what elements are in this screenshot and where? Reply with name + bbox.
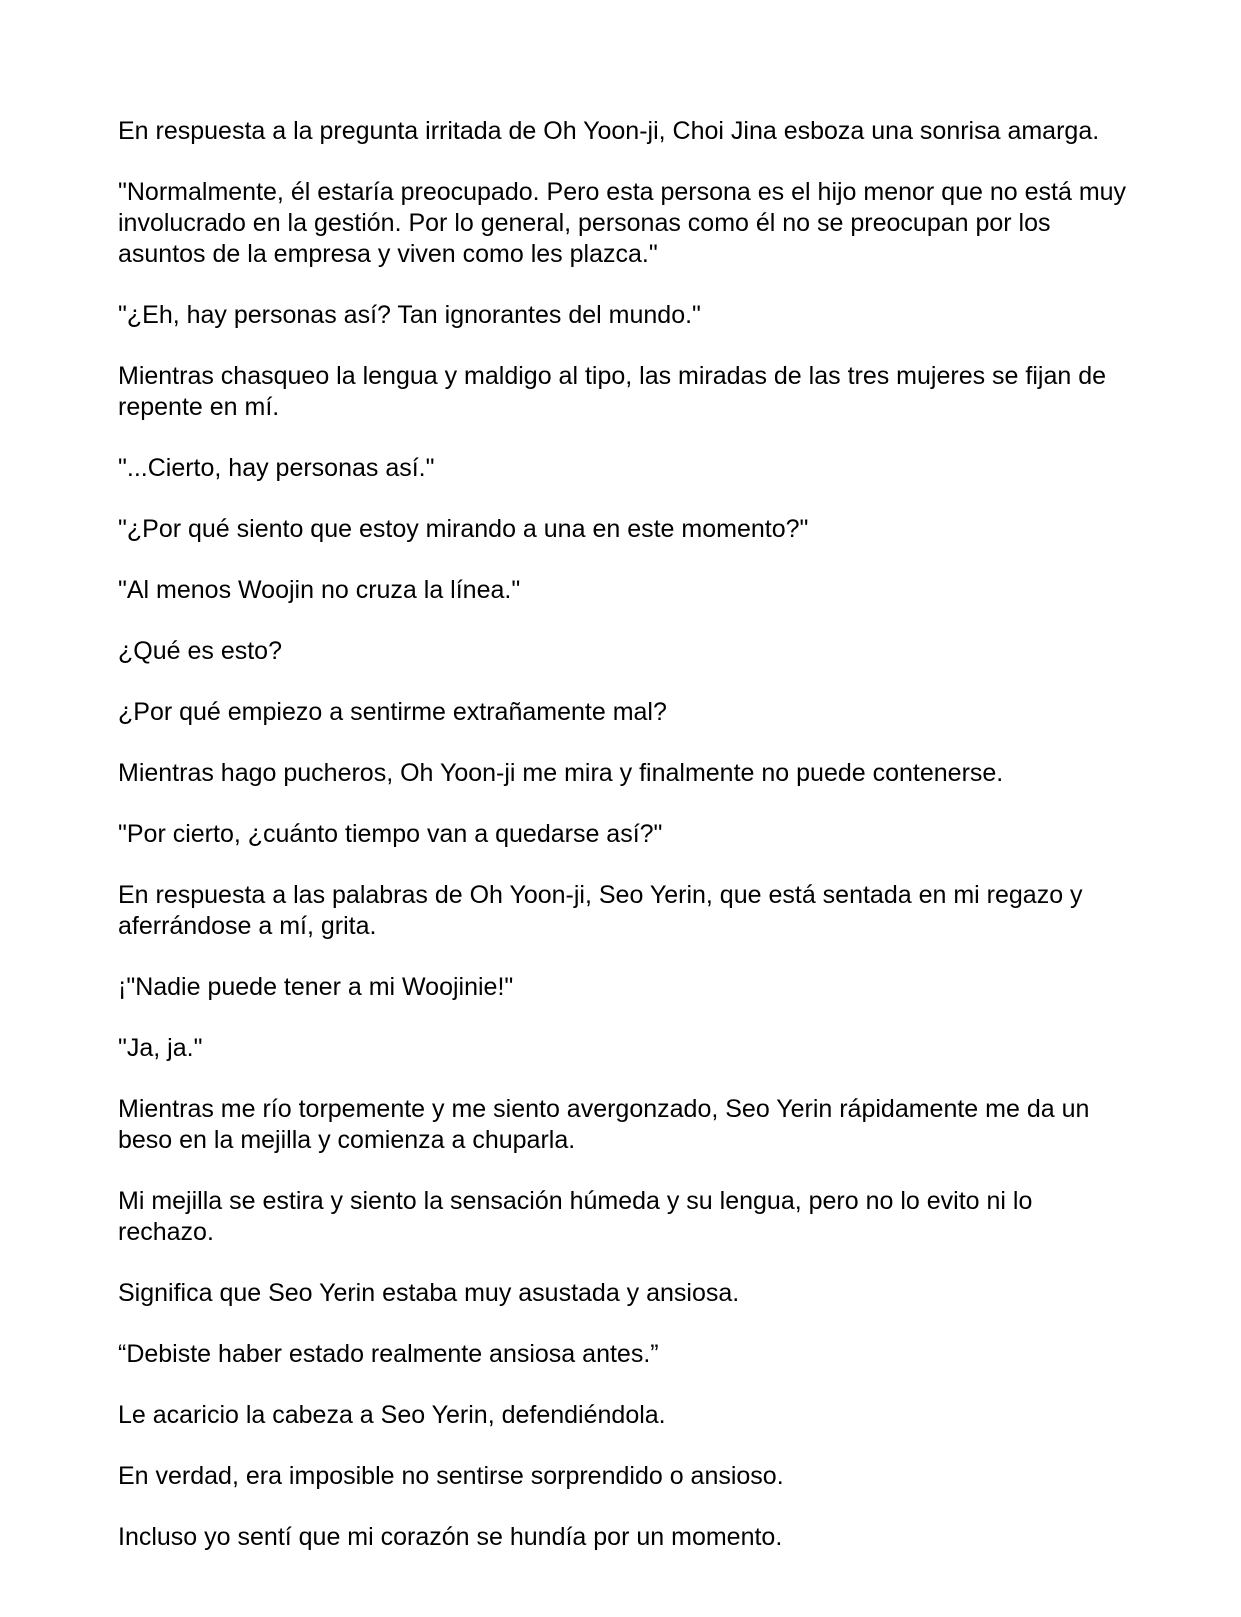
paragraph: Mientras me río torpemente y me siento avergonzado, Seo Yerin rápidamente me da un beso en la mejilla y comienza a chuparla. (118, 1095, 1090, 1154)
document-body (118, 116, 1128, 1583)
paragraph: “Debiste haber estado realmente ansiosa antes.” (118, 1340, 659, 1368)
paragraph: "...Cierto, hay personas así." (118, 454, 435, 482)
paragraph: "¿Por qué siento que estoy mirando a una en este momento?" (118, 515, 809, 543)
paragraph: "Ja, ja." (118, 1034, 203, 1062)
paragraph: ¿Qué es esto? (118, 637, 282, 665)
paragraph: ¡"Nadie puede tener a mi Woojinie!" (118, 973, 514, 1001)
paragraph: Le acaricio la cabeza a Seo Yerin, defendiéndola. (118, 1401, 666, 1429)
paragraph: Incluso yo sentí que mi corazón se hundía por un momento. (118, 1523, 783, 1551)
paragraph: En respuesta a las palabras de Oh Yoon-ji, Seo Yerin, que está sentada en mi regazo y aferrándose a mí, grita. (118, 881, 1083, 940)
paragraph: En verdad, era imposible no sentirse sorprendido o ansioso. (118, 1462, 784, 1490)
paragraph: Mientras hago pucheros, Oh Yoon-ji me mira y finalmente no puede contenerse. (118, 759, 1004, 787)
paragraph: "¿Eh, hay personas así? Tan ignorantes del mundo." (118, 301, 701, 329)
paragraph: Mi mejilla se estira y siento la sensación húmeda y su lengua, pero no lo evito ni lo rechazo. (118, 1187, 1033, 1246)
paragraph: Significa que Seo Yerin estaba muy asustada y ansiosa. (118, 1279, 740, 1307)
paragraph: En respuesta a la pregunta irritada de Oh Yoon-ji, Choi Jina esboza una sonrisa amarga. (118, 117, 1100, 145)
paragraph: Mientras chasqueo la lengua y maldigo al tipo, las miradas de las tres mujeres se fijan de repente en mí. (118, 362, 1107, 421)
paragraph: ¿Por qué empiezo a sentirme extrañamente mal? (118, 698, 667, 726)
paragraph: "Normalmente, él estaría preocupado. Pero esta persona es el hijo menor que no está muy involucrado en la gestión. Por lo general, personas como él no se preocupan por los asuntos de la empresa y viven como les plazca." (118, 178, 1127, 268)
paragraph: "Al menos Woojin no cruza la línea." (118, 576, 521, 604)
paragraph: "Por cierto, ¿cuánto tiempo van a quedarse así?" (118, 820, 663, 848)
